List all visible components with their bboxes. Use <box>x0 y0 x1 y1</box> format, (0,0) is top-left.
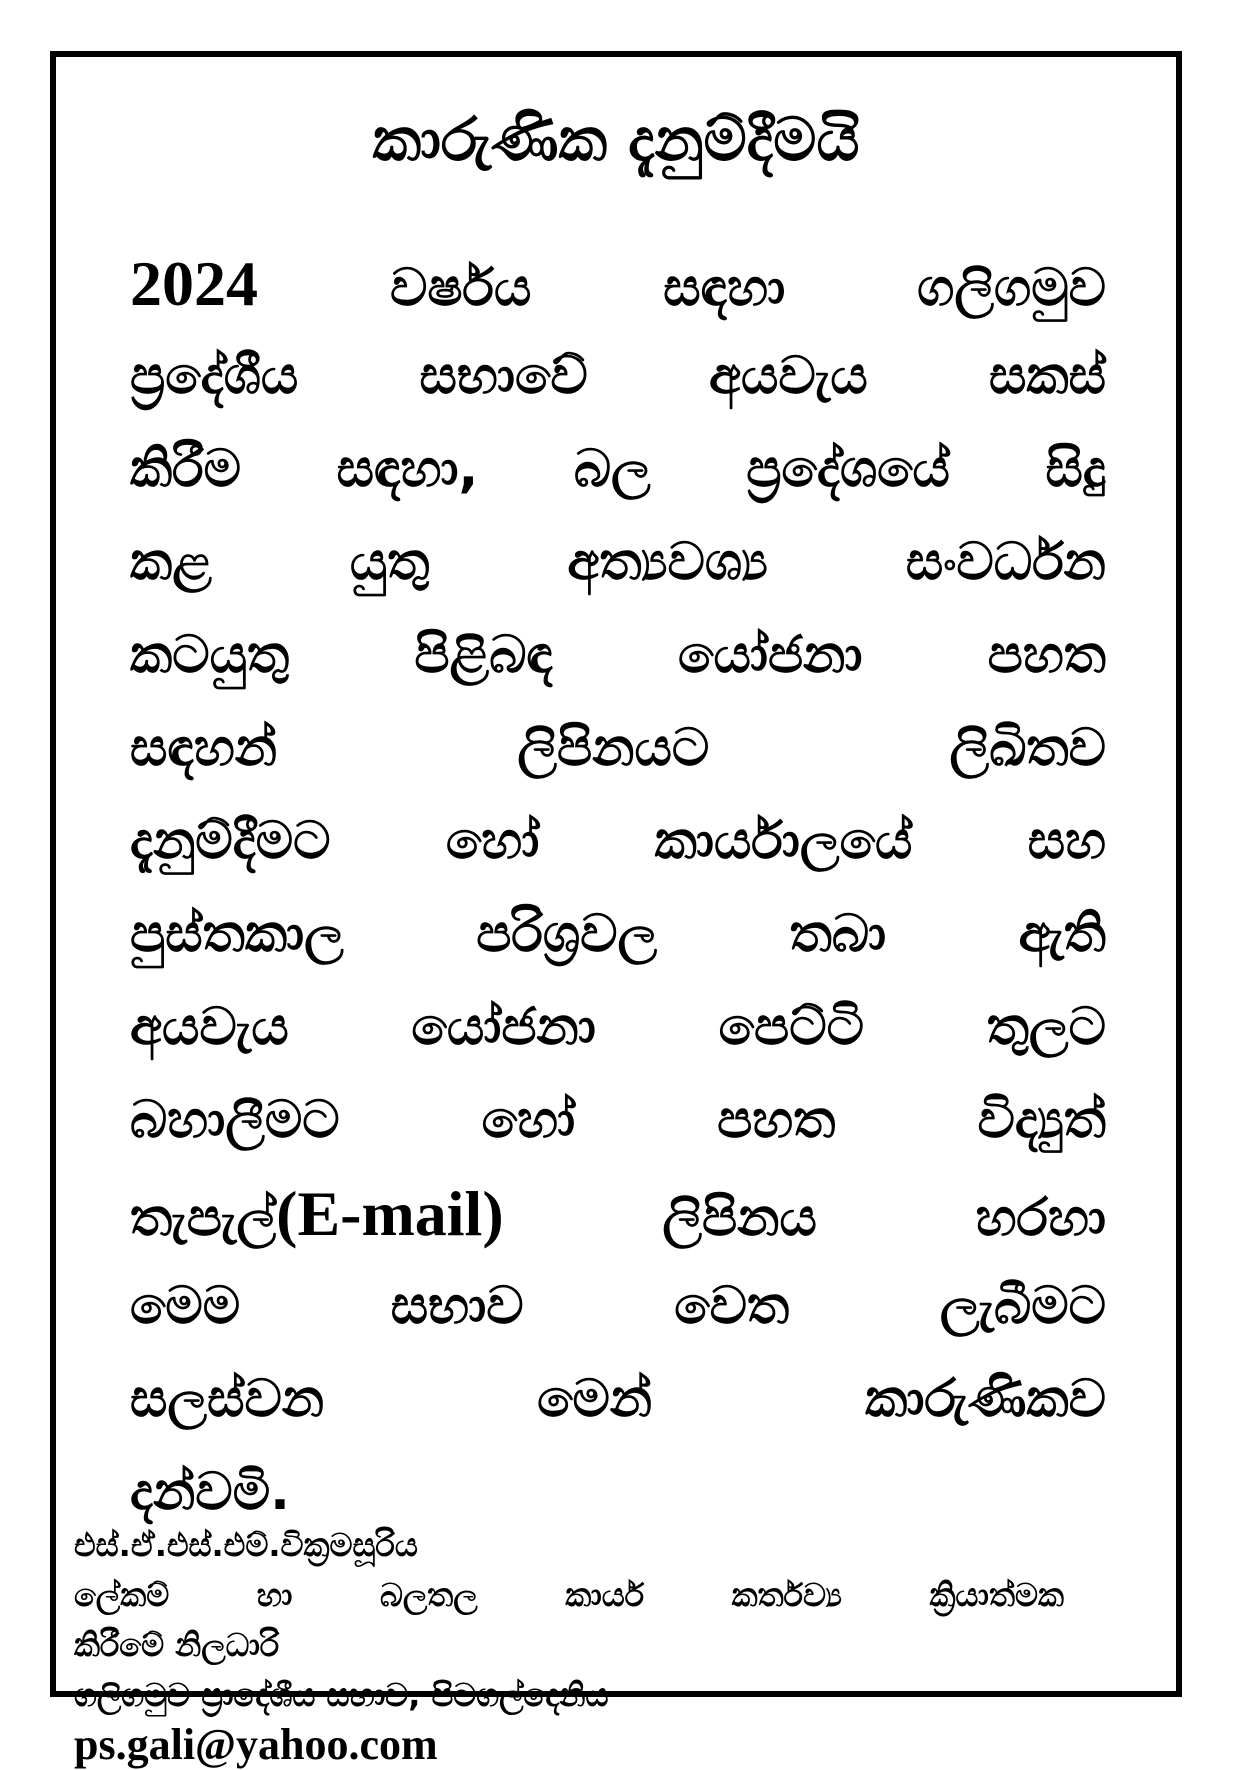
notice-line <box>130 1074 1106 1167</box>
notice-line <box>130 237 1106 330</box>
notice-line <box>130 888 1106 981</box>
notice-word: සඳහා <box>663 258 786 318</box>
notice-word: අයවැය <box>709 346 868 406</box>
designation-word: ලේකම් <box>74 1576 170 1614</box>
signatory-designation-cont: කිරීමේ නිලධාරි <box>74 1626 280 1664</box>
designation-word: කර්තව්‍ය <box>731 1576 842 1614</box>
notice-word: යෝජනා <box>678 625 863 685</box>
notice-line <box>130 1353 1106 1446</box>
notice-word: පහත <box>717 1090 836 1150</box>
notice-word: කළ <box>130 532 212 592</box>
signature-block <box>74 1520 1064 1770</box>
notice-word: කාරුණිකව <box>865 1369 1106 1429</box>
notice-word: බල <box>573 439 651 499</box>
notice-word: මෙම <box>130 1276 241 1336</box>
notice-line <box>130 423 1106 516</box>
notice-word: පරිශ්‍රවල <box>476 904 658 964</box>
office-address: ගලිගමුව ප්‍රාදේශීය සභාව, පිටගල්දෙනිය <box>74 1676 609 1714</box>
designation-word: හා <box>256 1576 293 1614</box>
notice-word: කිරීම <box>130 439 242 499</box>
notice-word: අත්‍යවශ්‍ය <box>567 532 768 592</box>
notice-word: ලිඛිතව <box>949 718 1106 778</box>
notice-word: පිළිබඳ <box>414 625 553 685</box>
notice-word: මෙන් <box>537 1369 653 1429</box>
notice-word: හරහා <box>975 1188 1106 1248</box>
signatory-name: එස්.ඒ.එස්.එම්.වික්‍රමසූරිය <box>74 1526 418 1564</box>
notice-word: බහාලීමට <box>130 1090 340 1150</box>
notice-line <box>130 609 1106 702</box>
notice-word: හෝ <box>445 811 540 871</box>
notice-word: 2024 <box>130 248 258 319</box>
notice-line <box>130 1167 1106 1260</box>
notice-line <box>130 330 1106 423</box>
notice-word: ප්‍රදේශීය <box>130 346 299 406</box>
notice-word: සකස් <box>988 346 1106 406</box>
notice-word: යුතු <box>349 532 430 592</box>
contact-email[interactable]: ps.gali@yahoo.com <box>74 1720 438 1769</box>
notice-word: සඳහන් <box>130 718 278 778</box>
notice-word: වර්ෂය <box>389 258 532 318</box>
notice-word: විද්‍යුත් <box>977 1090 1106 1150</box>
notice-word: ගලිගමුව <box>917 258 1106 318</box>
notice-word: කාර්යාලයේ <box>654 811 913 871</box>
notice-word: ලිපිනයට <box>517 718 710 778</box>
notice-word: සංවර්ධන <box>905 532 1106 592</box>
notice-word: පෙට්ටි <box>718 997 864 1057</box>
notice-word: තැපැල්(E-mail) <box>130 1178 504 1249</box>
notice-word: යෝජනා <box>411 997 596 1057</box>
notice-word: සලස්වන <box>130 1369 325 1429</box>
notice-word: ප්‍රදේශයේ <box>746 439 950 499</box>
designation-word: බලතල <box>380 1576 478 1614</box>
notice-word: අයවැය <box>130 997 289 1057</box>
notice-word: දැනුම්දීමට <box>130 811 331 871</box>
notice-line <box>130 795 1106 888</box>
notice-body <box>130 237 1106 1539</box>
notice-word: තබා <box>789 904 887 964</box>
notice-word: හෝ <box>481 1090 576 1150</box>
notice-frame <box>50 51 1182 1697</box>
notice-title: කාරුණික දැනුම්දීමයි <box>372 105 860 175</box>
notice-line <box>130 981 1106 1074</box>
notice-line <box>130 702 1106 795</box>
notice-word: සිදු <box>1045 439 1106 499</box>
notice-line <box>130 1260 1106 1353</box>
notice-word: සභාව <box>390 1276 524 1336</box>
notice-line <box>130 516 1106 609</box>
designation-word: කාර්ය <box>565 1576 645 1614</box>
notice-word: ලිපිනය <box>662 1188 817 1248</box>
notice-word: තුලට <box>986 997 1106 1057</box>
designation-word: ක්‍රියාත්මක <box>929 1576 1064 1614</box>
notice-word: ලැබීමට <box>939 1276 1106 1336</box>
notice-word: දන්වමි. <box>130 1462 290 1522</box>
notice-word: පහත <box>987 625 1106 685</box>
notice-word: වෙත <box>674 1276 790 1336</box>
signatory-designation <box>74 1570 1064 1620</box>
notice-word: ඇති <box>1018 904 1106 964</box>
notice-word: සහ <box>1027 811 1106 871</box>
notice-word: කටයුතු <box>130 625 290 685</box>
notice-word: සභාවේ <box>419 346 588 406</box>
notice-word: සඳහා, <box>336 439 479 499</box>
notice-word: පුස්තකාල <box>130 904 344 964</box>
